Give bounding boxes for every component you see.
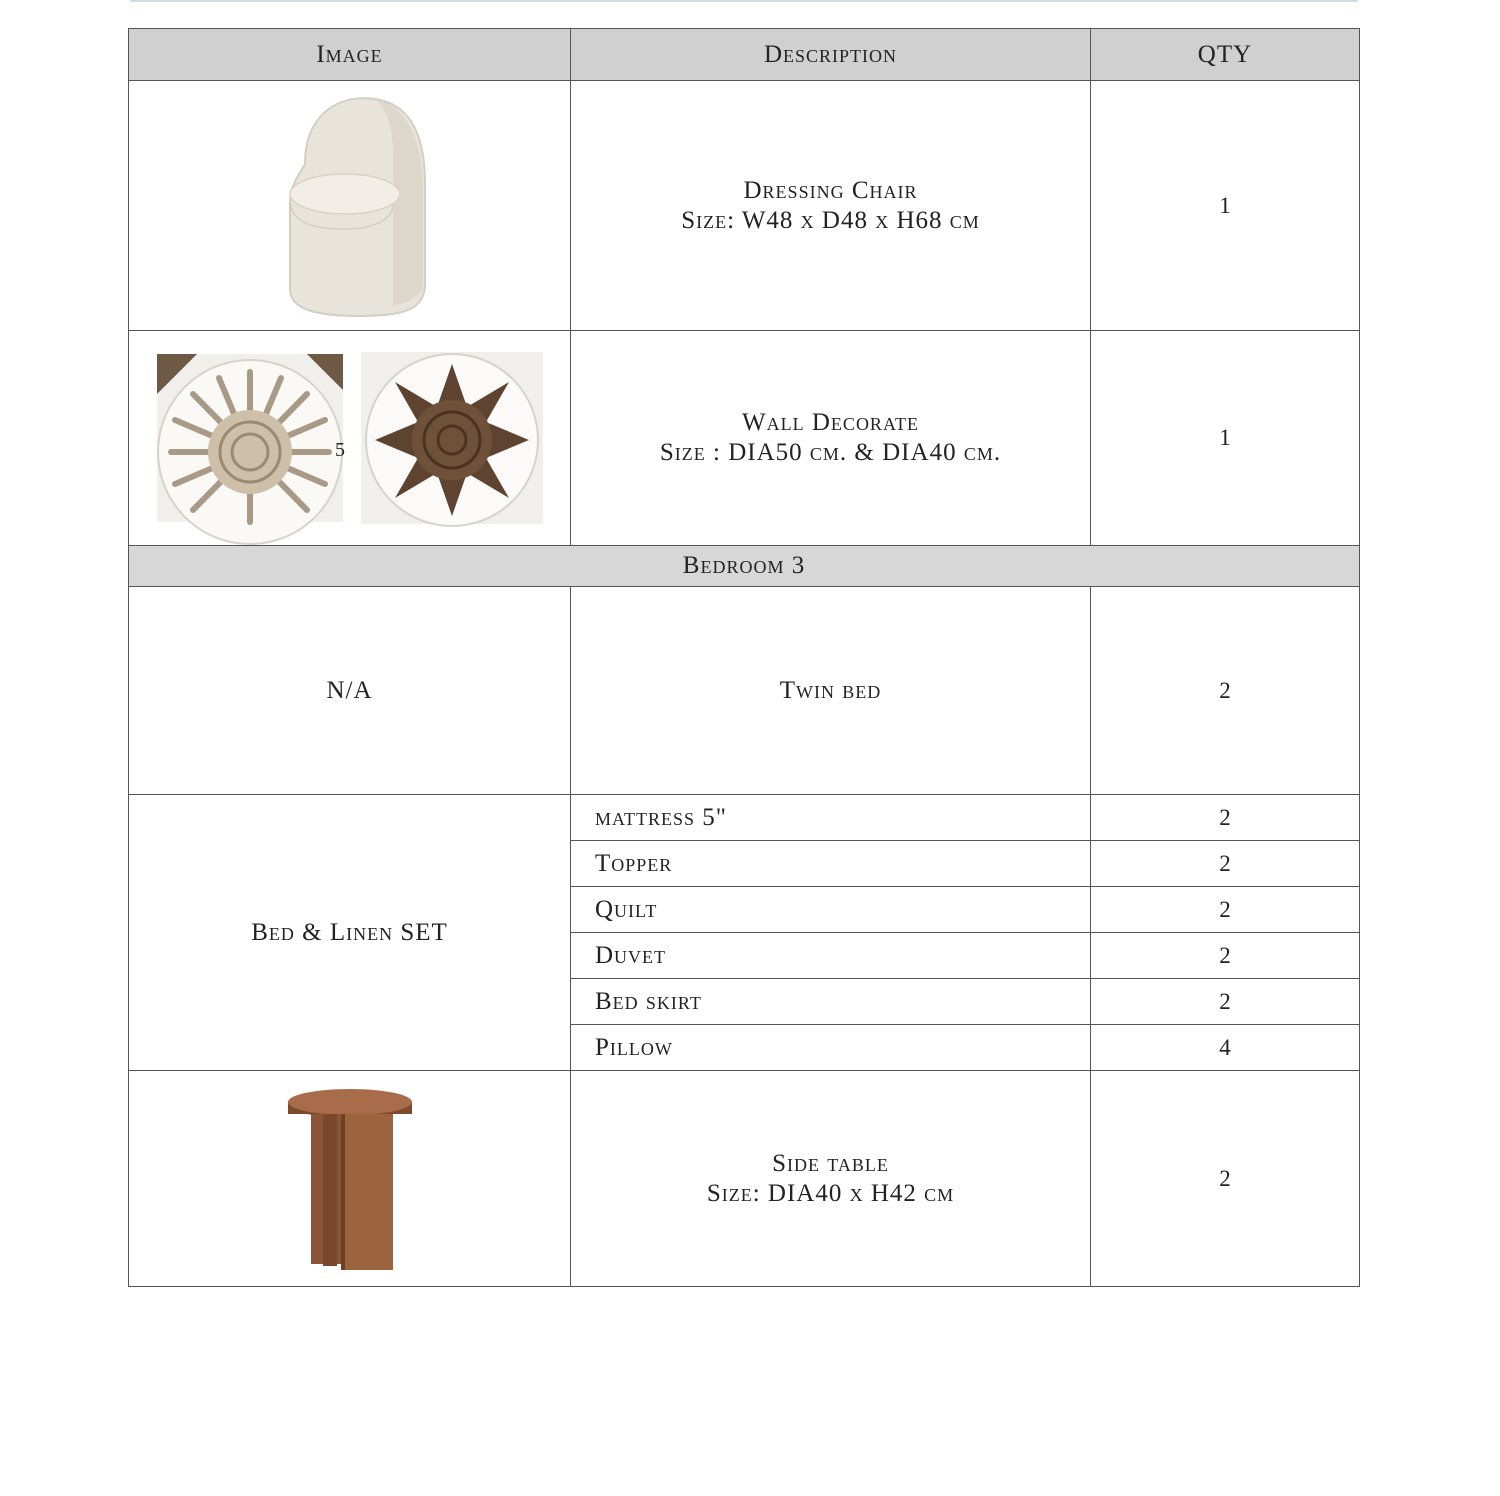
- item-size: Size: DIA40 x H42 cm: [706, 1179, 955, 1207]
- linen-item-qty: 2: [1091, 887, 1360, 933]
- item-name: Dressing Chair: [743, 176, 918, 204]
- linen-item-qty: 2: [1091, 933, 1360, 979]
- qty-cell: 2: [1091, 1071, 1360, 1287]
- table-header-row: [129, 29, 1360, 81]
- table-row: [129, 331, 1360, 546]
- item-name: Side table: [772, 1149, 889, 1177]
- linen-item-name: Quilt: [571, 887, 1091, 933]
- linen-item-qty: 2: [1091, 979, 1360, 1025]
- item-size: Size: W48 x D48 x H68 cm: [681, 206, 980, 234]
- image-na: N/A: [129, 587, 571, 795]
- linen-item-name: Duvet: [571, 933, 1091, 979]
- linen-item-qty: 2: [1091, 795, 1360, 841]
- image-cell: [129, 331, 571, 546]
- qty-cell: 2: [1091, 587, 1360, 795]
- table-row: [129, 81, 1360, 331]
- description-cell: [571, 81, 1091, 331]
- star-plate-photo-icon: [361, 352, 543, 524]
- qty-cell: 1: [1091, 331, 1360, 546]
- item-name: Wall Decorate: [742, 409, 919, 436]
- table-row: [129, 795, 1360, 841]
- header-qty: QTY: [1091, 29, 1360, 81]
- table-row: [129, 587, 1360, 795]
- section-title: Bedroom 3: [129, 546, 1360, 587]
- bed-linen-label: Bed & Linen SET: [129, 795, 571, 1071]
- image-cell: [129, 81, 571, 331]
- side-table-photo-icon: [285, 1084, 415, 1274]
- linen-item-name: mattress 5": [571, 795, 1091, 841]
- qty-cell: 1: [1091, 81, 1360, 331]
- header-description: Description: [571, 29, 1091, 81]
- description-cell: [571, 1071, 1091, 1287]
- furniture-table: [128, 28, 1360, 1287]
- wall-plate-photo-icon: [157, 354, 343, 522]
- item-size: Size : DIA50 cm. & DIA40 cm.: [659, 439, 1002, 466]
- linen-item-name: Bed skirt: [571, 979, 1091, 1025]
- top-rule: [130, 0, 1358, 2]
- chair-photo-icon: [265, 94, 435, 318]
- image-cell: [129, 1071, 571, 1287]
- table-row: [129, 1071, 1360, 1287]
- photo-mark: 5: [334, 439, 345, 461]
- linen-item-name: Topper: [571, 841, 1091, 887]
- linen-item-name: Pillow: [571, 1025, 1091, 1071]
- header-image: Image: [129, 29, 571, 81]
- linen-item-qty: 2: [1091, 841, 1360, 887]
- item-name: Twin bed: [571, 587, 1091, 795]
- linen-item-qty: 4: [1091, 1025, 1360, 1071]
- description-cell: [571, 331, 1091, 546]
- section-row: [129, 546, 1360, 587]
